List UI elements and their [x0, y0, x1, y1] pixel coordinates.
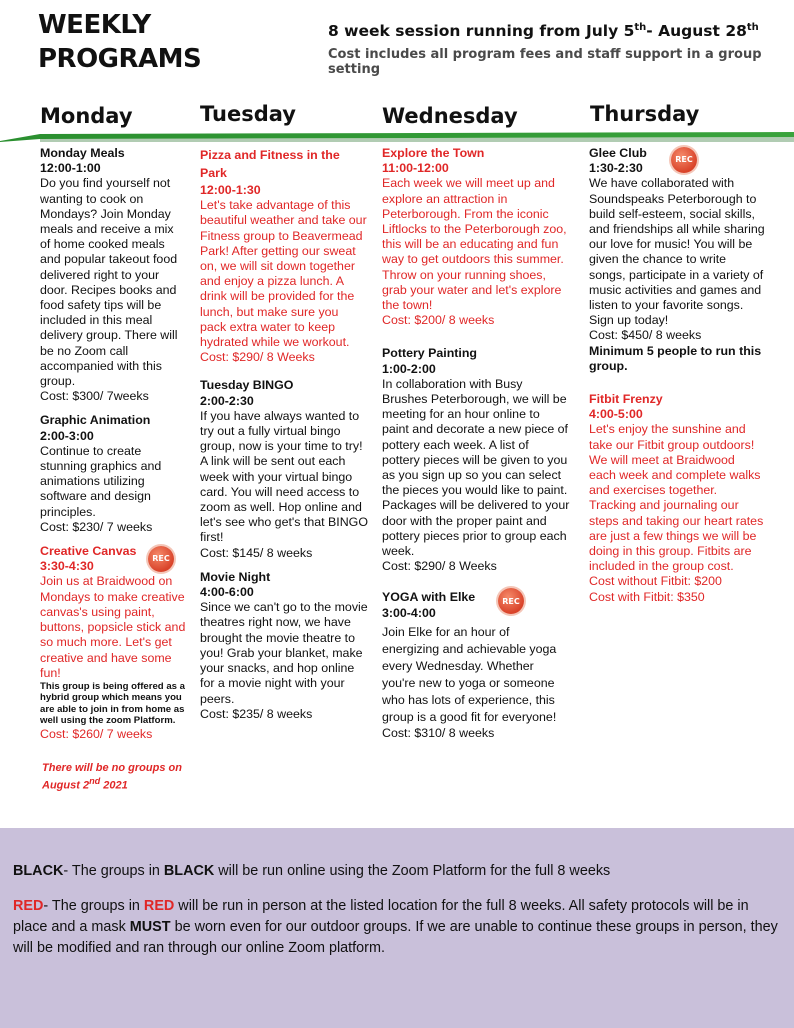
program-title: Pottery Painting	[382, 346, 478, 361]
program-cost-without: Cost without Fitbit: $200	[589, 574, 722, 589]
program-title: YOGA with Elke	[382, 590, 476, 605]
program-time: 4:00-6:00	[200, 585, 254, 600]
program-time: 1:30-2:30	[589, 161, 643, 176]
session-sup-2: th	[746, 22, 759, 33]
program-title: Creative Canvas	[40, 544, 137, 559]
program-explore-town	[382, 146, 570, 328]
program-time: 12:00-1:00	[40, 161, 101, 176]
tuesday-column	[200, 146, 368, 731]
program-yoga-elke	[382, 590, 570, 741]
legend-red-text-1: - The groups in	[43, 898, 144, 914]
day-header-thursday: Thursday	[590, 102, 700, 126]
rec-badge-icon: REC	[148, 546, 174, 572]
program-cost: Cost: $230/ 7 weeks	[40, 519, 153, 534]
program-cost: Cost: $310/ 8 weeks	[382, 725, 495, 740]
legend-red	[13, 896, 783, 959]
program-movie-night	[200, 570, 368, 722]
program-description: Join Elke for an hour of energizing and achievable yoga every Wednesday. Whether you're new to yoga or someone who has lots of experience, this group is a good fit for everyone!	[382, 624, 557, 724]
session-prefix: 8 week session running from July 5	[328, 22, 635, 41]
legend-black-label: BLACK	[13, 863, 64, 879]
day-header-monday: Monday	[40, 104, 133, 128]
header-divider	[0, 131, 794, 143]
program-cost: Cost: $450/ 8 weeks	[589, 328, 702, 343]
hybrid-note: This group is being offered as a hybrid group which means you are able to join in from home as well using the zoom Platform.	[40, 680, 185, 727]
legend-red-text-2: will be run in person at the listed location for the full 8 weeks. All safety protocols will be in place and a mask	[13, 898, 749, 935]
title-line-2: PROGRAMS	[38, 44, 202, 74]
program-monday-meals	[40, 146, 186, 404]
notice-year: 2021	[100, 779, 128, 792]
legend-red-text-3: be worn even for our outdoor groups. If we are unable to continue these groups in person, they will be modified and ran through our online Zoom platform.	[13, 919, 778, 956]
program-time: 2:00-2:30	[200, 393, 254, 408]
program-graphic-animation	[40, 413, 186, 535]
legend-black-word: BLACK	[163, 863, 215, 879]
program-title: Glee Club	[589, 146, 647, 160]
legend-red-label: RED	[13, 898, 44, 914]
program-description: If you have always wanted to try out a fully virtual bingo group, now is your time to try! A link will be sent out each week with your virtual bingo card. You will need access to zoom as well. Hop online and let's see who get's that BINGO first!	[200, 408, 368, 545]
program-time: 4:00-5:00	[589, 407, 643, 422]
program-cost: Cost: $260/ 7 weeks	[40, 726, 153, 741]
legend-black-text-1: - The groups in	[63, 863, 164, 879]
cost-note: Cost includes all program fees and staff support in a group setting	[328, 47, 762, 77]
program-description: Since we can't go to the movie theatres right now, we have brought the movie theatre to you! Grab your blanket, make your snacks, and hop online for a movie night with your peers.	[200, 600, 368, 706]
rec-badge-icon: REC	[498, 588, 524, 614]
page-title	[38, 8, 201, 76]
day-header-tuesday: Tuesday	[200, 102, 296, 126]
session-mid: - August 28	[646, 22, 747, 41]
no-groups-notice	[40, 762, 186, 793]
legend-red-word: RED	[143, 898, 175, 914]
program-title: Monday Meals	[40, 146, 125, 160]
program-title: Tuesday BINGO	[200, 378, 294, 393]
legend-black-text-2: will be run online using the Zoom Platform for the full 8 weeks	[214, 863, 611, 879]
program-fitbit-frenzy	[589, 392, 765, 605]
program-glee-club	[589, 146, 765, 374]
program-time: 3:30-4:30	[40, 559, 94, 574]
wednesday-column	[382, 146, 570, 750]
program-cost: Cost: $235/ 8 weeks	[200, 706, 313, 721]
program-time: 11:00-12:00	[382, 161, 449, 176]
program-cost: Cost: $290/ 8 Weeks	[200, 350, 315, 365]
program-pizza-fitness	[200, 146, 368, 365]
legend-must: MUST	[129, 919, 171, 935]
program-cost: Cost: $200/ 8 weeks	[382, 313, 495, 328]
legend-black	[13, 861, 783, 882]
program-time: 1:00-2:00	[382, 361, 436, 376]
program-title: Explore the Town	[382, 146, 485, 160]
program-description: Let's take advantage of this beautiful weather and take our Fitness group to Beavermead Park! After getting our sweat on, we will sit down together and enjoy a pizza lunch. A drink will be provided for the lunch, but make sure you pack extra water to keep hydrated while we workout.	[200, 198, 367, 350]
program-creative-canvas	[40, 544, 186, 742]
session-sup-1: th	[634, 22, 647, 33]
program-title: Pizza and Fitness in the Park	[200, 148, 340, 180]
program-title: Fitbit Frenzy	[589, 392, 663, 407]
session-dates	[328, 22, 759, 40]
legend-footer	[0, 828, 794, 1028]
program-time: 2:00-3:00	[40, 428, 94, 443]
program-description: Join us at Braidwood on Mondays to make creative canvas's using paint, buttons, popsicle stick and so much more. Let's get creative and have some fun!	[40, 574, 186, 680]
program-description: Each week we will meet up and explore an attraction in Peterborough. From the iconic Liftlocks to the Peterborough zoo, this will be an educating and fun way to get outdoors this summer. Throw on your running shoes, grab your water and let's explore the town!	[382, 176, 567, 313]
notice-text: There will be no groups on August 2	[42, 761, 182, 792]
program-description: Do you find yourself not wanting to cook on Mondays? Join Monday meals and receive a mix of home cooked meals and popular takeout food delivered right to your door. Recipes books and food safety tips will be included in this meal delivery group. There will be no Zoom call accompanied with this group.	[40, 176, 178, 389]
program-pottery-painting	[382, 346, 570, 574]
program-tuesday-bingo	[200, 378, 368, 560]
program-title: Movie Night	[200, 569, 271, 584]
program-cost: Cost: $145/ 8 weeks	[200, 545, 313, 560]
title-line-1: WEEKLY	[38, 10, 151, 40]
program-cost: Cost: $300/ 7weeks	[40, 389, 149, 404]
rec-badge-icon: REC	[671, 147, 697, 173]
program-description: Let's enjoy the sunshine and take our Fitbit group outdoors! We will meet at Braidwood each week and complete walks and exercises together. Tracking and journaling our steps and taking our heart rates are just a few things we will be doing in this group. Fitbits are included in the group cost.	[589, 422, 764, 574]
program-time: 12:00-1:30	[200, 183, 261, 197]
program-title: Graphic Animation	[40, 413, 151, 428]
program-description: In collaboration with Busy Brushes Peterborough, we will be meeting for an hour online to paint and decorate a new piece of pottery each week. A list of pottery pieces will be given to you as you sign up so you can select the pieces you would like to paint. Packages will be delivered to your door with the proper paint and pottery pieces prior to group each week.	[382, 376, 570, 559]
thursday-column	[589, 146, 765, 614]
program-cost: Cost: $290/ 8 Weeks	[382, 559, 497, 574]
minimum-note: Minimum 5 people to run this group.	[589, 343, 762, 373]
program-description: Continue to create stunning graphics and animations utilizing software and design principles.	[40, 443, 162, 519]
program-cost-with: Cost with Fitbit: $350	[589, 589, 705, 604]
day-header-wednesday: Wednesday	[382, 104, 518, 128]
program-description: We have collaborated with Soundspeaks Peterborough to build self-esteem, social skills, and friendships all while sharing our love for music! You will be given the chance to write songs, participate in a variety of music activities and games and listen to your favorite songs. Sign up today!	[589, 176, 765, 328]
monday-column	[40, 146, 186, 792]
notice-sup: nd	[89, 775, 101, 786]
program-time: 3:00-4:00	[382, 605, 436, 620]
